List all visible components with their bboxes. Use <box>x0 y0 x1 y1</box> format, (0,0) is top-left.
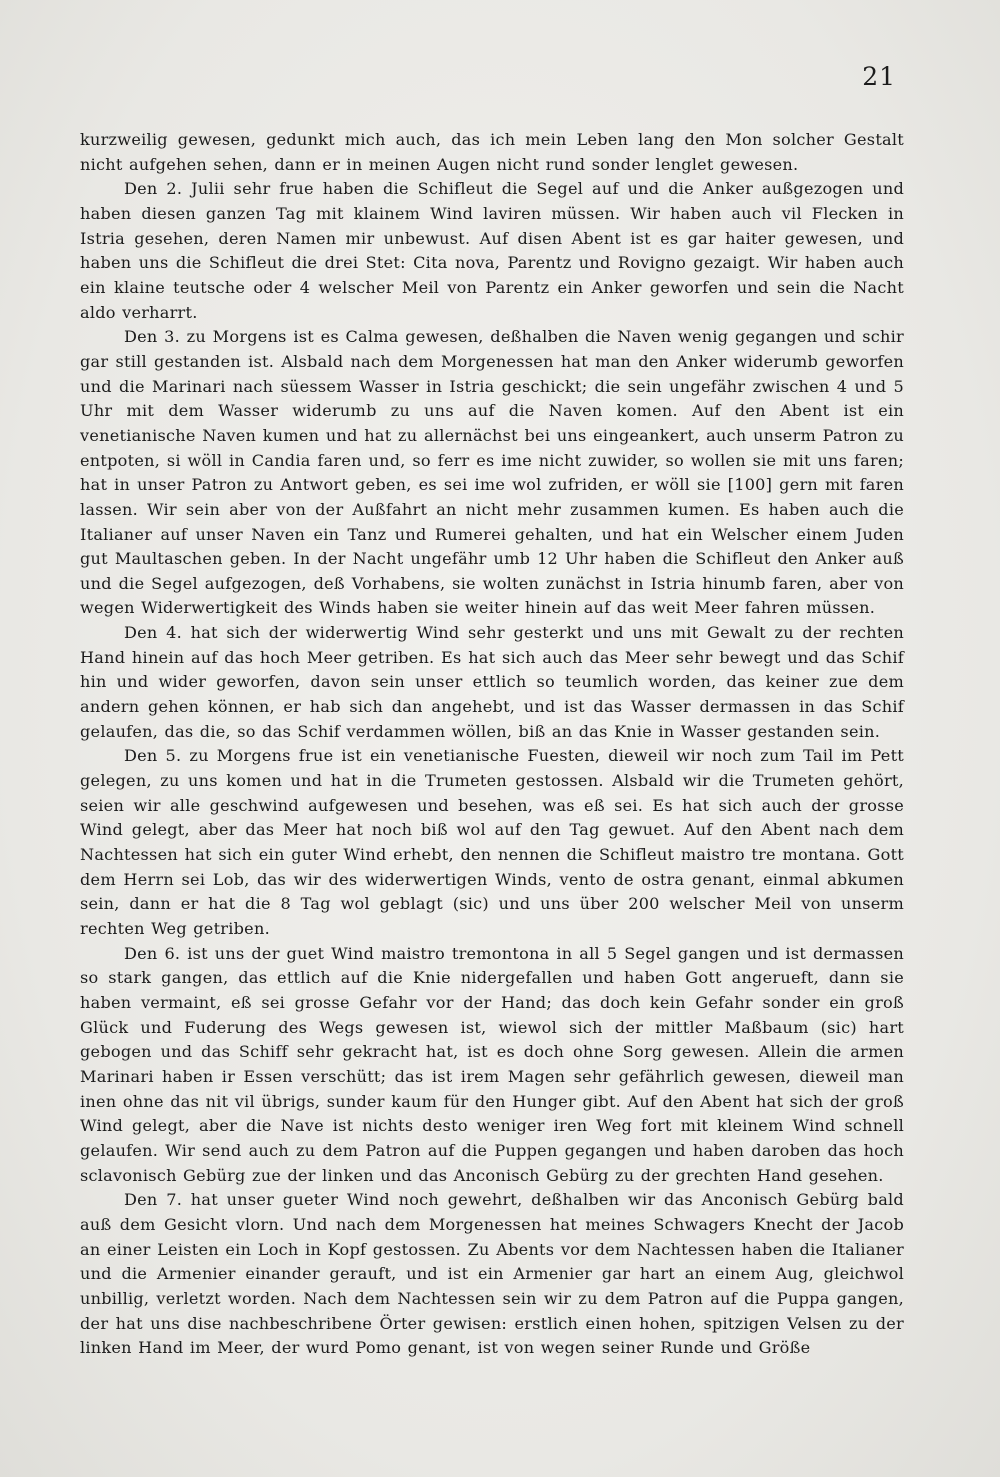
paragraph-july-7: Den 7. hat unser gueter Wind noch gewehrt, deßhalben wir das Anconisch Gebürg bald auß dem Gesicht vlorn. Und nach dem Morgenessen hat meines Schwagers Knecht der Jacob an einer Leisten ein Loch in Kopf gestossen. Zu Abents vor dem Nachtessen haben die Italianer und die Armenier einander gerauft, und ist ein Armenier gar hart an einem Aug, gleichwol unbillig, verletzt worden. Nach dem Nachtessen sein wir zu dem Patron auf die Puppa gangen, der hat uns dise nachbeschribene Örter gewisen: erstlich einen hohen, spitzigen Velsen zu der linken Hand im Meer, der wurd Pomo genant, ist von wegen seiner Runde und Größe <box>80 1190 904 1358</box>
paragraph-continuation: kurzweilig gewesen, gedunkt mich auch, das ich mein Leben lang den Mon solcher Gestalt nicht aufgehen sehen, dann er in meinen Augen nicht rund sonder lenglet gewesen. <box>80 130 904 174</box>
paragraph-july-3: Den 3. zu Morgens ist es Calma gewesen, deßhalben die Naven wenig gegangen und schir gar still gestanden ist. Alsbald nach dem Morgenessen hat man den Anker widerumb geworfen und die Marinari nach süessem Wasser in Istria geschickt; die sein ungefähr zwischen 4 und 5 Uhr mit dem Wasser widerumb zu uns auf die Naven komen. Auf den Abent ist ein venetianische Naven kumen und hat zu allernächst bei uns eingeankert, auch unserm Patron zu entpoten, si wöll in Candia faren und, so ferr es ime nicht zuwider, so wollen sie mit uns faren; hat in unser Patron zu Antwort geben, es sei ime wol zufriden, er wöll sie [100] gern mit faren lassen. Wir sein aber von der Außfahrt an nicht mehr zusammen kumen. Es haben auch die Italianer auf unser Naven ein Tanz und Rumerei gehalten, und hat ein Welscher einem Juden gut Maultaschen geben. In der Nacht ungefähr umb 12 Uhr haben die Schifleut den Anker auß und die Segel aufgezogen, deß Vorhabens, sie wolten zunächst in Istria hinumb faren, aber von wegen Widerwertigkeit des Winds haben sie weiter hinein auf das weit Meer fahren müssen. <box>80 327 904 618</box>
paragraph-july-6: Den 6. ist uns der guet Wind maistro tremontona in all 5 Segel gangen und ist dermassen so stark gangen, das ettlich auf die Knie nidergefallen und haben Gott angerueft, dann sie haben vermaint, eß sei grosse Gefahr vor der Hand; das doch kein Gefahr sonder ein groß Glück und Fuderung des Wegs gewesen ist, wiewol sich der mittler Maßbaum (sic) hart gebogen und das Schiff sehr gekracht hat, ist es doch ohne Sorg gewesen. Allein die armen Marinari haben ir Essen verschütt; das ist irem Magen sehr gefährlich gewesen, dieweil man inen ohne das nit vil übrigs, sunder kaum für den Hunger gibt. Auf den Abent hat sich der groß Wind gelegt, aber die Nave ist nichts desto weniger iren Weg fort mit kleinem Wind schnell gelaufen. Wir send auch zu dem Patron auf die Puppen gegangen und haben daroben das hoch sclavonisch Gebürg zue der linken und das Anconisch Gebürg zu der grechten Hand gesehen. <box>80 943 904 1185</box>
paragraph-july-5: Den 5. zu Morgens frue ist ein venetianische Fuesten, dieweil wir noch zum Tail im Pett gelegen, zu uns komen und hat in die Trumeten gestossen. Alsbald wir die Trumeten gehört, seien wir alle geschwind aufgewesen und besehen, was eß sei. Es hat sich auch der grosse Wind gelegt, aber das Meer hat noch biß wol auf den Tag gewuet. Auf den Abent nach dem Nachtessen hat sich ein guter Wind erhebt, den nennen die Schifleut maistro tre montana. Gott dem Herrn sei Lob, das wir des widerwertigen Winds, vento de ostra genant, einmal abkumen sein, dann er hat die 8 Tag wol geblagt (sic) und uns über 200 welscher Meil von unserm rechten Weg getriben. <box>80 746 904 938</box>
page-number: 21 <box>862 62 896 91</box>
body-text <box>80 128 904 1361</box>
paragraph-july-2: Den 2. Julii sehr frue haben die Schifleut die Segel auf und die Anker außgezogen und haben diesen ganzen Tag mit klainem Wind laviren müssen. Wir haben auch vil Flecken in Istria gesehen, deren Namen mir unbewust. Auf disen Abent ist es gar haiter gewesen, und haben uns die Schifleut die drei Stet: Cita nova, Parentz und Rovigno gezaigt. Wir haben auch ein klaine teutsche oder 4 welscher Meil von Parentz ein Anker geworfen und sein die Nacht aldo verharrt. <box>80 179 904 322</box>
paragraph-july-4: Den 4. hat sich der widerwertig Wind sehr gesterkt und uns mit Gewalt zu der rechten Hand hinein auf das hoch Meer getriben. Es hat sich auch das Meer sehr bewegt und das Schif hin und wider geworfen, davon sein unser ettlich so teumlich worden, das keiner zue dem andern gehen können, er hab sich dan angehebt, und ist das Wasser dermassen in das Schif gelaufen, das die, so das Schif verdammen wöllen, biß an das Knie in Wasser gestanden sein. <box>80 623 904 741</box>
